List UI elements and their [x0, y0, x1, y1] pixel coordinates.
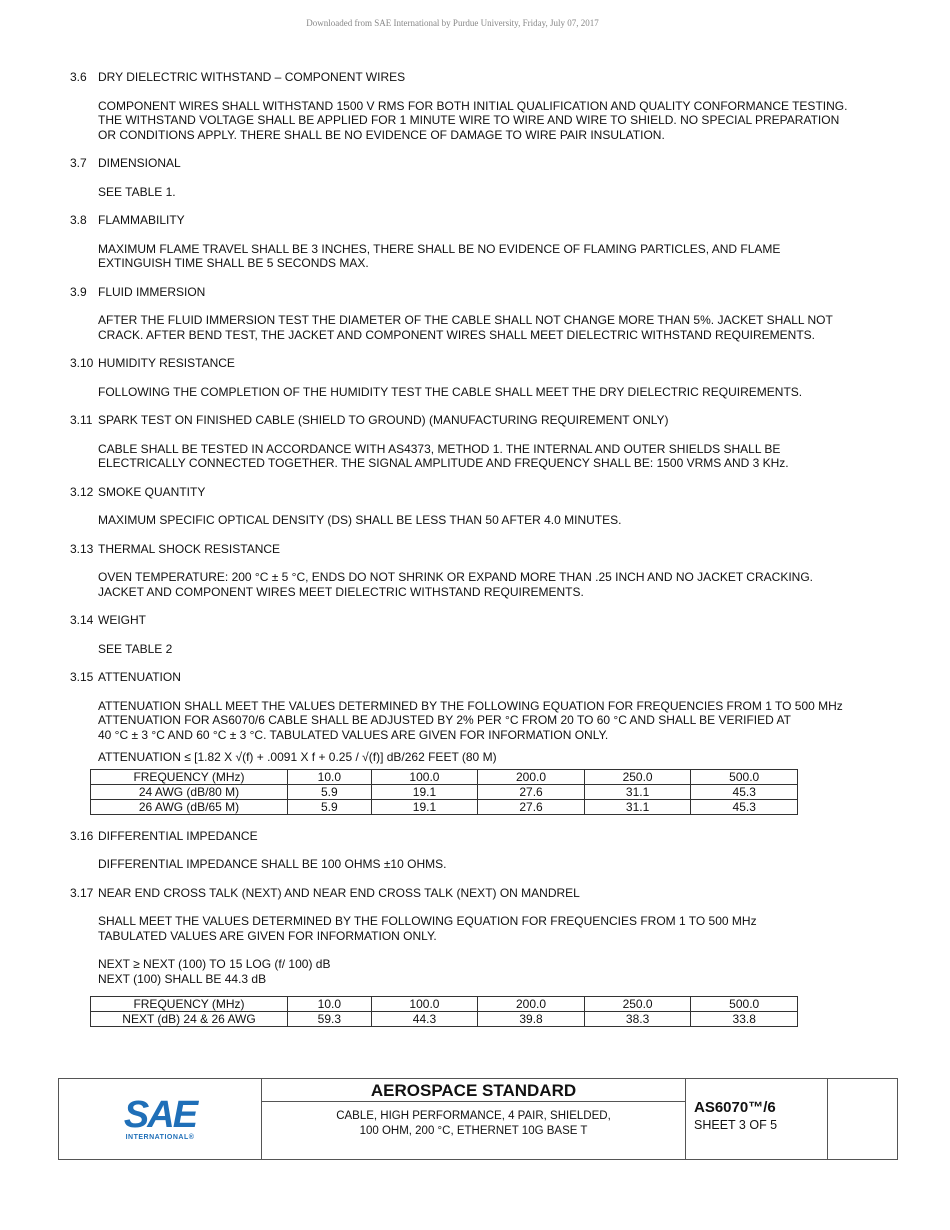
section-3-8 — [70, 213, 900, 271]
table-cell: 19.1 — [371, 784, 478, 799]
table-cell: 200.0 — [478, 997, 585, 1012]
table-cell: 100.0 — [371, 997, 478, 1012]
sae-logo-mark — [123, 1093, 197, 1142]
section-3-11 — [70, 413, 900, 471]
download-watermark: Downloaded from SAE International by Purdue University, Friday, July 07, 2017 — [306, 18, 599, 28]
section-title: DIMENSIONAL — [98, 156, 181, 170]
paragraph-line: ELECTRICALLY CONNECTED TOGETHER. THE SIGNAL AMPLITUDE AND FREQUENCY SHALL BE: 1500 VRMS AND 3 KHz. — [98, 456, 789, 470]
section-paragraph — [98, 442, 888, 471]
paragraph-line: JACKET AND COMPONENT WIRES MEET DIELECTRIC WITHSTAND REQUIREMENTS. — [98, 584, 584, 599]
section-paragraph — [98, 242, 888, 271]
document-body — [70, 70, 900, 1041]
section-number: 3.9 — [70, 284, 87, 299]
section-title: THERMAL SHOCK RESISTANCE — [98, 541, 281, 556]
section-paragraph — [98, 99, 888, 143]
paragraph-line: SEE TABLE 1. — [98, 184, 176, 199]
equation-line: NEXT (100) SHALL BE 44.3 dB — [98, 971, 267, 986]
section-number: 3.15 — [70, 670, 94, 684]
table-cell: 5.9 — [288, 784, 372, 799]
title-block-center — [262, 1079, 686, 1159]
sheet-number: SHEET 3 OF 5 — [694, 1118, 778, 1132]
paragraph-line: SHALL MEET THE VALUES DETERMINED BY THE FOLLOWING EQUATION FOR FREQUENCIES FROM 1 TO 500 MHz — [98, 914, 757, 928]
section-number: 3.17 — [70, 885, 94, 900]
standard-type: AEROSPACE STANDARD — [262, 1079, 685, 1102]
section-paragraph — [98, 513, 888, 528]
table-cell: 500.0 — [691, 997, 798, 1012]
attenuation-equation: ATTENUATION ≤ [1.82 X √(f) + .0091 X f + 0.25 / √(f)] dB/262 FEET (80 M) — [98, 750, 497, 764]
section-paragraph — [98, 313, 888, 342]
sae-logo-letters: SAE — [123, 1093, 197, 1136]
section-number: 3.13 — [70, 541, 94, 556]
section-paragraph — [98, 385, 888, 400]
section-title: FLAMMABILITY — [98, 213, 185, 227]
paragraph-line: AFTER THE FLUID IMMERSION TEST THE DIAMETER OF THE CABLE SHALL NOT CHANGE MORE THAN 5%. JACKET SHALL NOT — [98, 313, 833, 327]
section-paragraph — [98, 642, 888, 657]
paragraph-line: COMPONENT WIRES SHALL WITHSTAND 1500 V RMS FOR BOTH INITIAL QUALIFICATION AND QUALITY CONFORMANCE TESTING. — [98, 98, 848, 113]
section-3-14 — [70, 613, 900, 656]
paragraph-line: OR CONDITIONS APPLY. THERE SHALL BE NO EVIDENCE OF DAMAGE TO WIRE PAIR INSULATION. — [98, 127, 665, 142]
section-title: WEIGHT — [98, 613, 146, 627]
next-table — [90, 996, 798, 1027]
revision-cell — [828, 1079, 897, 1159]
paragraph-line: FOLLOWING THE COMPLETION OF THE HUMIDITY TEST THE CABLE SHALL MEET THE DRY DIELECTRIC REQUIREMENTS. — [98, 384, 803, 399]
section-3-9 — [70, 285, 900, 343]
table-row — [91, 799, 798, 814]
section-paragraph — [98, 185, 888, 200]
section-3-16 — [70, 829, 900, 872]
table-cell: 19.1 — [371, 799, 478, 814]
section-number: 3.8 — [70, 213, 87, 227]
section-3-12 — [70, 485, 900, 528]
paragraph-line: MAXIMUM SPECIFIC OPTICAL DENSITY (DS) SHALL BE LESS THAN 50 AFTER 4.0 MINUTES. — [98, 513, 622, 527]
section-number: 3.11 — [70, 413, 93, 427]
table-cell: 10.0 — [288, 769, 372, 784]
title-block — [58, 1078, 898, 1160]
section-title: NEAR END CROSS TALK (NEXT) AND NEAR END CROSS TALK (NEXT) ON MANDREL — [98, 885, 580, 900]
section-title: DRY DIELECTRIC WITHSTAND – COMPONENT WIRES — [98, 70, 406, 84]
table-cell: 39.8 — [478, 1012, 585, 1027]
section-title: ATTENUATION — [98, 670, 181, 684]
section-title: SPARK TEST ON FINISHED CABLE (SHIELD TO GROUND) (MANUFACTURING REQUIREMENT ONLY) — [98, 413, 669, 427]
paragraph-line: CRACK. AFTER BEND TEST, THE JACKET AND COMPONENT WIRES SHALL MEET DIELECTRIC WITHSTAND REQUIREMENTS. — [98, 327, 815, 342]
table-cell: 500.0 — [691, 769, 798, 784]
document-title-line: CABLE, HIGH PERFORMANCE, 4 PAIR, SHIELDED, — [336, 1110, 611, 1122]
table-cell: 33.8 — [691, 1012, 798, 1027]
paragraph-line: OVEN TEMPERATURE: 200 °C ± 5 °C, ENDS DO NOT SHRINK OR EXPAND MORE THAN .25 INCH AND NO JACKET CRACKING. — [98, 570, 813, 584]
table-cell: 10.0 — [288, 997, 372, 1012]
section-number: 3.10 — [70, 356, 94, 370]
paragraph-line: SEE TABLE 2 — [98, 641, 173, 656]
table-cell: 59.3 — [288, 1012, 372, 1027]
section-3-10 — [70, 356, 900, 399]
equation-line: NEXT ≥ NEXT (100) TO 15 LOG (f/ 100) dB — [98, 957, 331, 971]
section-3-13 — [70, 542, 900, 600]
table-cell: 250.0 — [584, 769, 691, 784]
table-row — [91, 769, 798, 784]
section-3-15 — [70, 670, 900, 815]
next-equations — [98, 957, 888, 986]
section-paragraph — [98, 914, 888, 943]
table-cell: 38.3 — [584, 1012, 691, 1027]
paragraph-line: ATTENUATION SHALL MEET THE VALUES DETERMINED BY THE FOLLOWING EQUATION FOR FREQUENCIES FROM 1 TO 500 MHz — [98, 698, 843, 713]
table-cell: 200.0 — [478, 769, 585, 784]
section-3-17 — [70, 886, 900, 1028]
section-3-6 — [70, 70, 900, 142]
paragraph-line: ATTENUATION FOR AS6070/6 CABLE SHALL BE ADJUSTED BY 2% PER °C FROM 20 TO 60 °C AND SHALL BE VERIFIED AT — [98, 713, 791, 727]
table-cell: 24 AWG (dB/80 M) — [91, 784, 288, 799]
section-paragraph — [98, 570, 888, 599]
table-row — [91, 997, 798, 1012]
section-title: HUMIDITY RESISTANCE — [98, 356, 235, 370]
table-cell: 250.0 — [584, 997, 691, 1012]
document-title — [262, 1102, 685, 1159]
document-number: AS6070™/6 — [694, 1099, 776, 1116]
paragraph-line: CABLE SHALL BE TESTED IN ACCORDANCE WITH AS4373, METHOD 1. THE INTERNAL AND OUTER SHIELDS SHALL BE — [98, 441, 781, 456]
sae-logo — [59, 1079, 262, 1159]
attenuation-table — [90, 769, 798, 815]
sae-logo-sub: INTERNATIONAL® — [125, 1133, 195, 1141]
paragraph-line: TABULATED VALUES ARE GIVEN FOR INFORMATION ONLY. — [98, 928, 437, 943]
table-cell: FREQUENCY (MHz) — [91, 769, 288, 784]
section-paragraph — [98, 857, 888, 872]
section-3-7 — [70, 156, 900, 199]
section-paragraph — [98, 699, 888, 743]
section-number: 3.14 — [70, 613, 94, 627]
document-id — [686, 1079, 828, 1159]
section-number: 3.7 — [70, 156, 87, 170]
section-title: SMOKE QUANTITY — [98, 484, 206, 499]
section-number: 3.16 — [70, 828, 94, 843]
section-number: 3.6 — [70, 70, 87, 84]
table-cell: 31.1 — [584, 784, 691, 799]
paragraph-line: EXTINGUISH TIME SHALL BE 5 SECONDS MAX. — [98, 256, 369, 270]
table-cell: FREQUENCY (MHz) — [91, 997, 288, 1012]
table-cell: 27.6 — [478, 799, 585, 814]
document-title-line: 100 OHM, 200 °C, ETHERNET 10G BASE T — [359, 1125, 588, 1137]
table-cell: 44.3 — [371, 1012, 478, 1027]
table-cell: 31.1 — [584, 799, 691, 814]
table-row — [91, 1012, 798, 1027]
table-cell: 27.6 — [478, 784, 585, 799]
table-cell: 26 AWG (dB/65 M) — [91, 799, 288, 814]
paragraph-line: THE WITHSTAND VOLTAGE SHALL BE APPLIED FOR 1 MINUTE WIRE TO WIRE AND WIRE TO SHIELD. NO SPECIAL PREPARATION — [98, 113, 840, 127]
table-cell: 45.3 — [691, 784, 798, 799]
table-row — [91, 784, 798, 799]
table-cell: 5.9 — [288, 799, 372, 814]
paragraph-line: DIFFERENTIAL IMPEDANCE SHALL BE 100 OHMS ±10 OHMS. — [98, 857, 447, 871]
section-title: FLUID IMMERSION — [98, 284, 206, 299]
paragraph-line: MAXIMUM FLAME TRAVEL SHALL BE 3 INCHES, THERE SHALL BE NO EVIDENCE OF FLAMING PARTICLES, AND FLAME — [98, 241, 781, 256]
section-number: 3.12 — [70, 484, 94, 499]
section-title: DIFFERENTIAL IMPEDANCE — [98, 828, 258, 843]
table-cell: 45.3 — [691, 799, 798, 814]
paragraph-line: 40 °C ± 3 °C AND 60 °C ± 3 °C. TABULATED VALUES ARE GIVEN FOR INFORMATION ONLY. — [98, 727, 609, 742]
table-cell: NEXT (dB) 24 & 26 AWG — [91, 1012, 288, 1027]
table-cell: 100.0 — [371, 769, 478, 784]
